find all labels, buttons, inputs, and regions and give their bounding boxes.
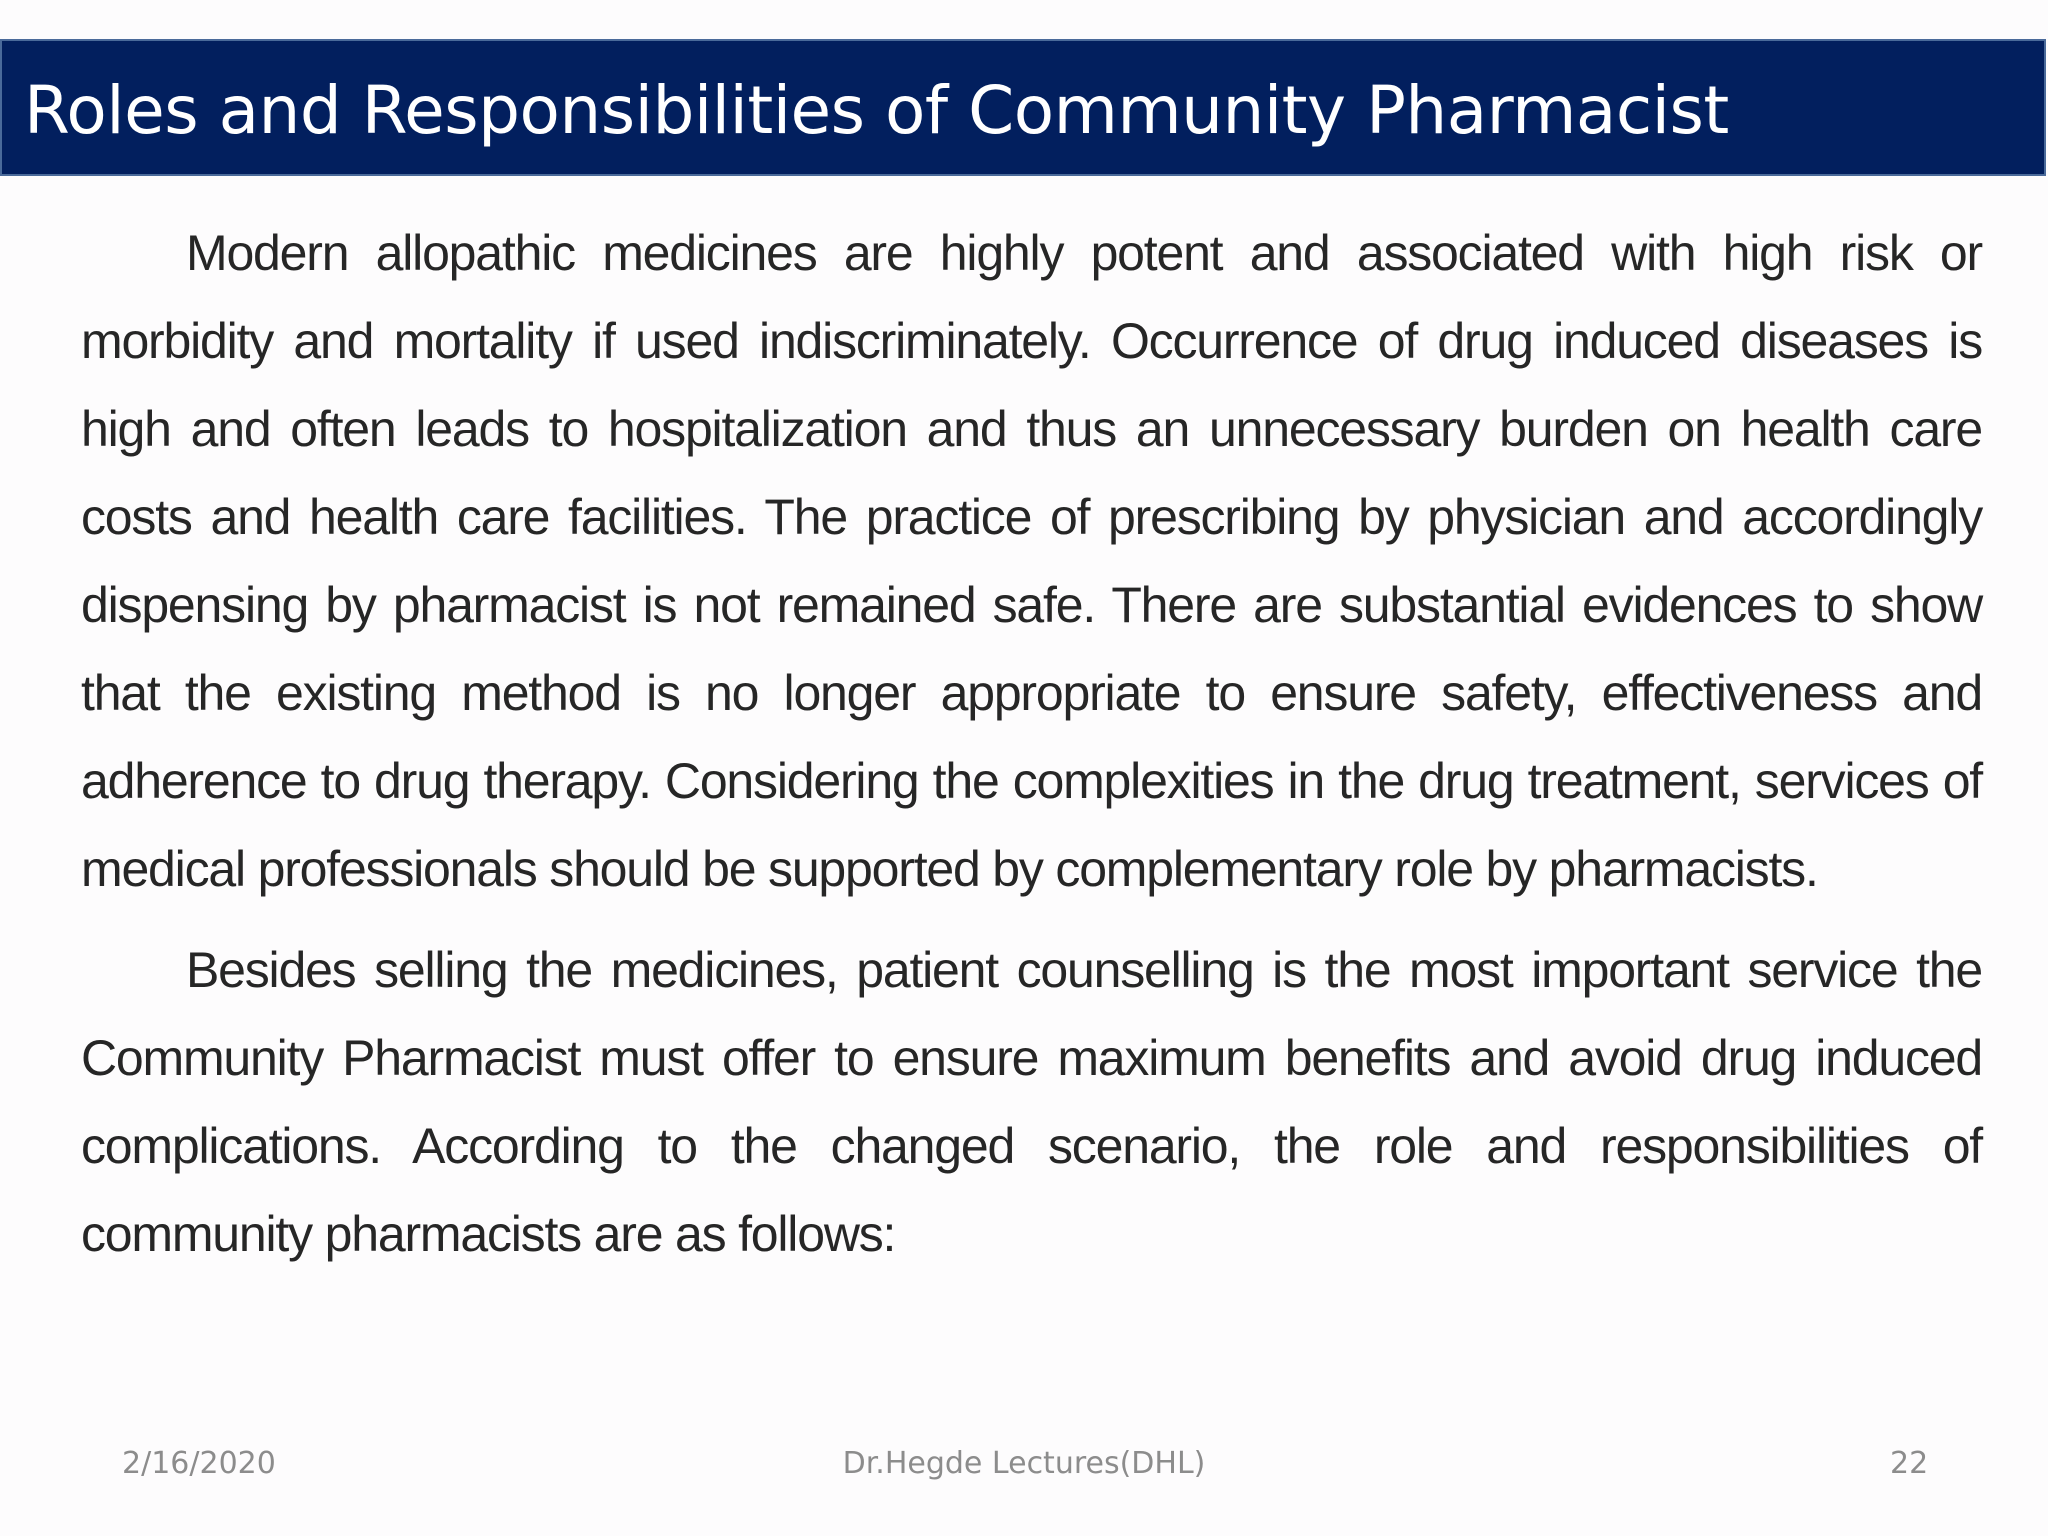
- footer-date: 2/16/2020: [122, 1446, 276, 1481]
- footer-author: Dr.Hegde Lectures(DHL): [842, 1446, 1206, 1481]
- paragraph-2: Besides selling the medicines, patient counselling is the most important service the Community Pharmacist must offer to ensure maximum benefits and avoid drug induced complications. According to the changed scenario, the role and responsibilities of community pharmacists are as follows:: [81, 942, 1982, 1262]
- paragraph-1: Modern allopathic medicines are highly potent and associated with high risk or morbidity and mortality if used indiscriminately. Occurrence of drug induced diseases is high and often leads to hospitalization and thus an unnecessary burden on health care costs and health care facilities. The practice of prescribing by physician and accordingly dispensing by pharmacist is not remained safe. There are substantial evidences to show that the existing method is no longer appropriate to ensure safety, effectiveness and adherence to drug therapy. Considering the complexities in the drug treatment, services of medical professionals should be supported by complementary role by pharmacists.: [81, 225, 1982, 897]
- slide-title: Roles and Responsibilities of Community Pharmacist: [24, 72, 1729, 149]
- title-bar: [0, 39, 2046, 176]
- footer-page-number: 22: [1890, 1446, 1929, 1481]
- slide-body: [81, 209, 1982, 1278]
